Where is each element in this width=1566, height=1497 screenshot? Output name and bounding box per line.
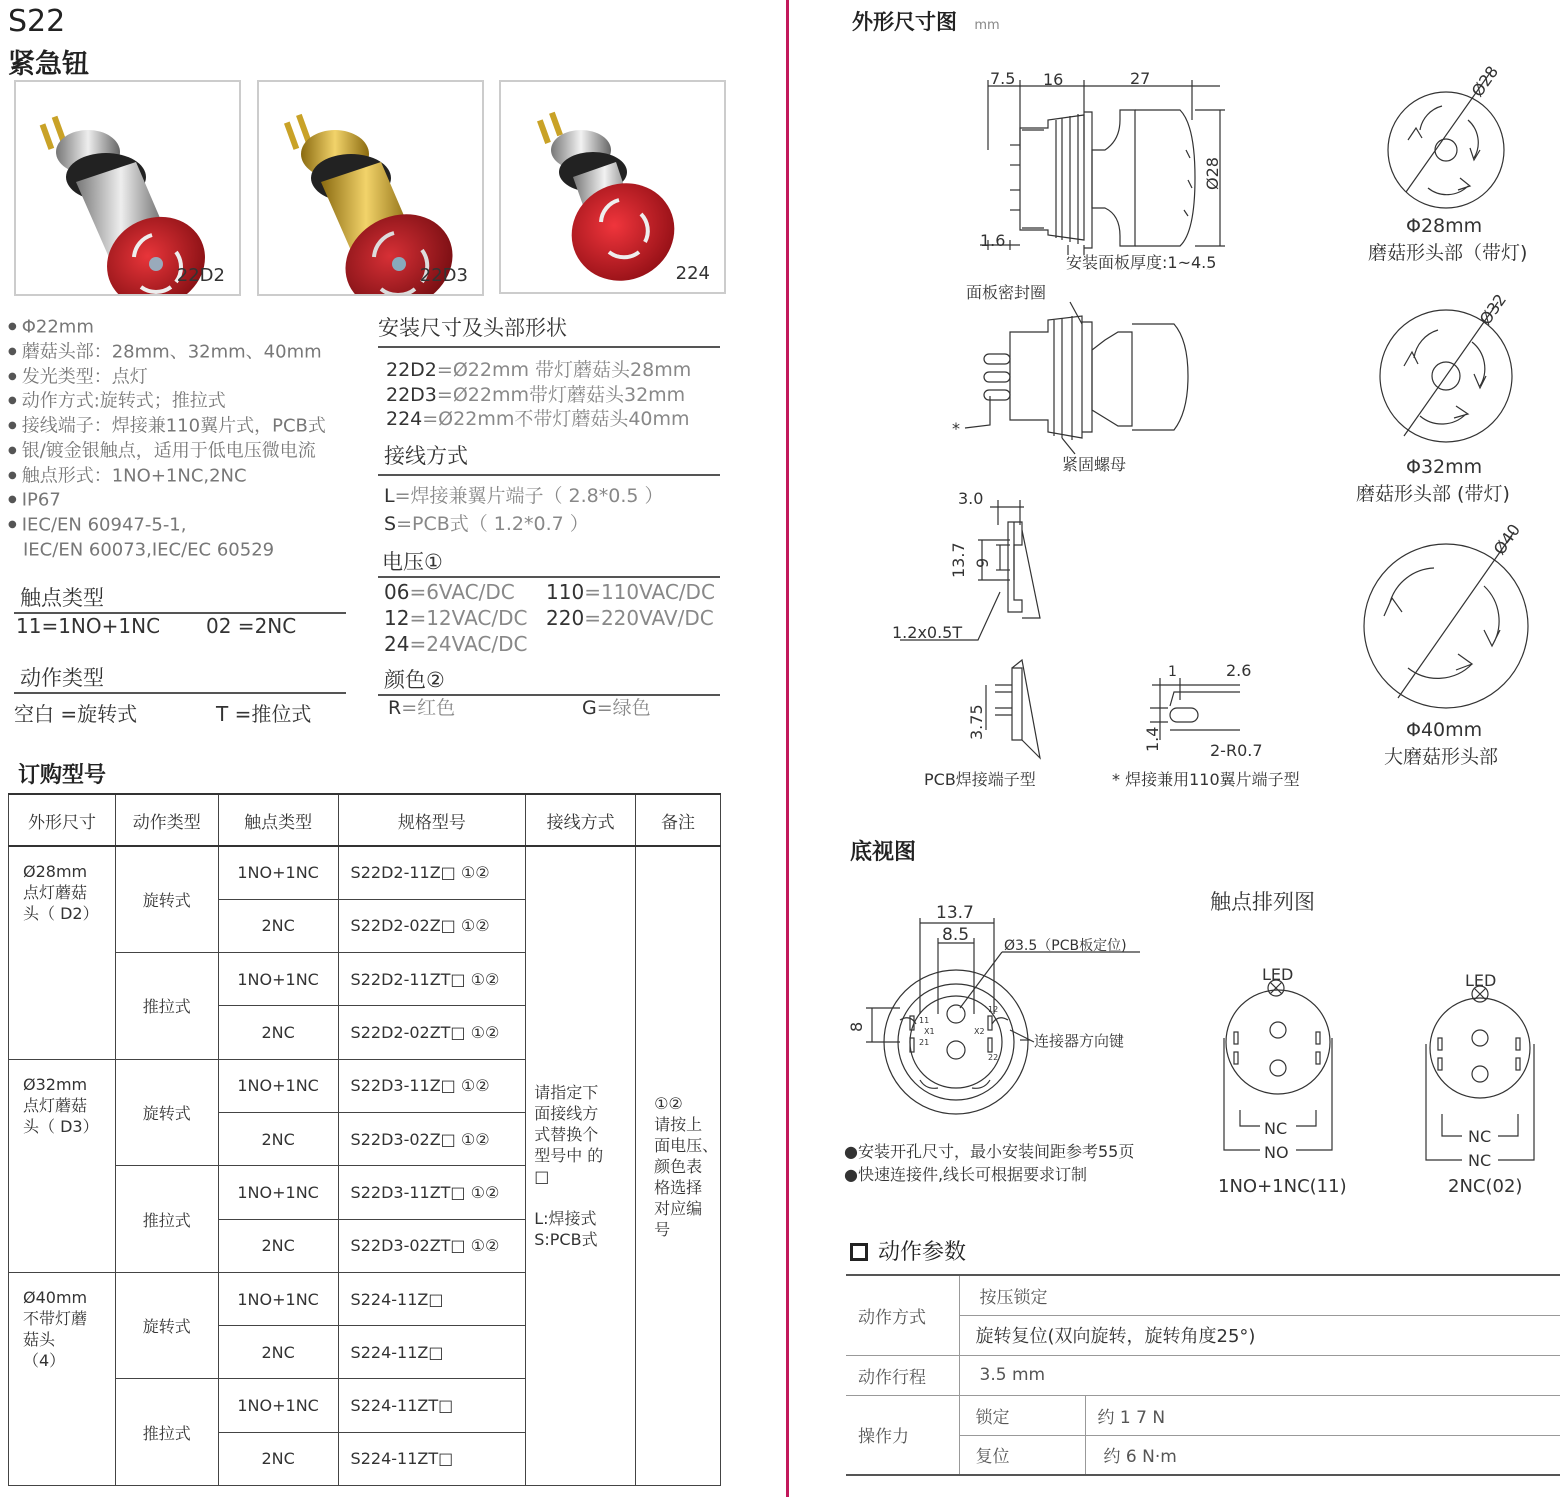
contact-cell: 2NC	[218, 1006, 338, 1059]
key-label: 连接器方向键	[1034, 1032, 1125, 1050]
model-cell: S22D2-02Z□ ①②	[338, 899, 526, 952]
action-cell: 推拉式	[115, 1166, 218, 1273]
dim-label: 13.7	[949, 542, 968, 578]
action-type-option: 空白 =旋转式	[14, 702, 138, 726]
remark-cell: ①② 请按上 面电压、 颜色表 格选择 对应编 号	[636, 846, 721, 1486]
feature-item: ● Φ22mm	[8, 315, 326, 340]
photo-caption: 22D2	[176, 265, 225, 286]
dim-label: 2-R0.7	[1210, 741, 1263, 760]
pin-label: 12	[988, 1005, 999, 1014]
photo-22d2	[14, 80, 241, 296]
pin-label: X2	[974, 1027, 985, 1036]
param-label: 动作方式	[846, 1275, 959, 1355]
dim-label: 3.75	[967, 704, 986, 740]
button-22d3-image	[259, 82, 482, 294]
wiring-line: S=PCB式（ 1.2*0.7 ）	[384, 513, 589, 535]
model-cell: S22D2-11ZT□ ①②	[338, 953, 526, 1006]
contact-cell: 2NC	[218, 1326, 338, 1379]
photo-224	[499, 80, 726, 294]
dim-label: Ø28	[1467, 62, 1503, 101]
wiring-heading: 接线方式	[378, 440, 720, 476]
dim-label: 8.5	[942, 925, 970, 945]
model-cell: S224-11Z□	[338, 1326, 526, 1379]
model-cell: S22D3-02ZT□ ①②	[338, 1219, 526, 1272]
order-heading: 订购型号	[18, 763, 107, 788]
nc-label: NC	[1264, 1119, 1288, 1138]
nc-label: NC	[1468, 1127, 1492, 1146]
install-line: 22D2=Ø22mm 带灯蘑菇头28mm	[386, 359, 692, 381]
dim-label: 1.4	[1143, 726, 1162, 752]
action-type-option: T =推位式	[216, 702, 312, 726]
params-heading: 动作参数	[850, 1235, 966, 1266]
feature-item: ● 蘑菇头部：28mm、32mm、40mm	[8, 340, 326, 365]
led-label: LED	[1262, 965, 1294, 984]
param-sub-label: 锁定	[959, 1395, 1085, 1435]
action-cell: 旋转式	[115, 1272, 218, 1379]
install-heading: 安装尺寸及头部形状	[378, 312, 720, 348]
order-table	[8, 793, 721, 1486]
param-sub-label: 复位	[959, 1435, 1085, 1475]
contact-type-heading: 触点类型	[14, 582, 346, 614]
size-cell: Ø40mm 不带灯蘑 菇头 （4）	[9, 1272, 116, 1485]
dim-label: Ø32	[1475, 290, 1511, 329]
install-line: 224=Ø22mm不带灯蘑菇头40mm	[386, 408, 690, 430]
dim-label: 安装面板厚度:1~4.5	[1066, 253, 1217, 272]
dim-label: 8	[847, 1021, 866, 1032]
photo-caption: 224	[675, 263, 710, 284]
param-value: 约 6 N·m	[1085, 1435, 1560, 1475]
head-size-label: Φ40mm	[1406, 719, 1483, 741]
head-size-label: Φ32mm	[1406, 456, 1483, 478]
contact-cell: 1NO+1NC	[218, 846, 338, 899]
feature-item: ● IP67	[8, 488, 326, 513]
model-cell: S224-11ZT□	[338, 1379, 526, 1432]
contact-cell: 1NO+1NC	[218, 1379, 338, 1432]
dim-label: 1.2x0.5T	[892, 623, 963, 642]
pin-label: 21	[919, 1038, 930, 1047]
dimension-heading: 外形尺寸图 mm	[852, 10, 1000, 34]
photo-22d3	[257, 80, 484, 296]
size-cell: Ø32mm 点灯蘑菇 头（ D3）	[9, 1059, 116, 1272]
contact-cell: 1NO+1NC	[218, 953, 338, 1006]
dim-label: 3.0	[958, 489, 984, 508]
model-cell: S22D3-02Z□ ①②	[338, 1112, 526, 1165]
photo-caption: 22D3	[419, 265, 468, 286]
feature-item: ● 发光类型：点灯	[8, 365, 326, 390]
layout-label: 2NC(02)	[1448, 1176, 1523, 1197]
bottom-note: ●安装开孔尺寸，最小安装间距参考55页	[844, 1142, 1135, 1161]
dim-label: 7.5	[990, 69, 1016, 88]
header-cell: 规格型号	[338, 794, 526, 846]
contact-cell: 1NO+1NC	[218, 1166, 338, 1219]
action-cell: 推拉式	[115, 953, 218, 1060]
page-divider	[786, 0, 789, 1497]
contact-cell: 1NO+1NC	[218, 1059, 338, 1112]
table-row	[9, 846, 721, 899]
voltage-heading: 电压①	[378, 546, 720, 578]
dimension-drawing	[800, 40, 1560, 800]
param-label: 操作力	[846, 1395, 959, 1475]
param-value: 约 1 7 N	[1085, 1395, 1560, 1435]
contact-layout-heading: 触点排列图	[1210, 890, 1315, 914]
model-cell: S22D3-11Z□ ①②	[338, 1059, 526, 1112]
button-224-image	[501, 82, 724, 292]
dim-label: 16	[1043, 70, 1064, 89]
voltage-line: 06=6VAC/DC	[384, 580, 515, 604]
contact-type-option: 11=1NO+1NC	[16, 614, 161, 638]
header-cell: 备注	[636, 794, 721, 846]
header-cell: 动作类型	[115, 794, 218, 846]
head-type-label: 磨菇形头部（带灯)	[1368, 242, 1528, 264]
color-option-green: G=绿色	[582, 697, 651, 719]
head-type-label: 大磨菇形头部	[1384, 746, 1499, 768]
contact-cell: 1NO+1NC	[218, 1272, 338, 1325]
voltage-line: 220=220VAV/DC	[546, 606, 714, 630]
dim-label: 2.6	[1226, 661, 1252, 680]
nut-label: 紧固螺母	[1062, 455, 1127, 474]
button-22d2-image	[16, 82, 239, 294]
feature-item: ● 接线端子：焊接兼110翼片式，PCB式	[8, 414, 326, 439]
star-label: *	[952, 419, 960, 438]
no-label: NO	[1264, 1143, 1289, 1162]
bottom-note: ●快速连接件,线长可根据要求订制	[844, 1165, 1088, 1184]
param-label: 动作行程	[846, 1355, 959, 1395]
contact-cell: 2NC	[218, 899, 338, 952]
install-line: 22D3=Ø22mm带灯蘑菇头32mm	[386, 384, 686, 406]
layout-label: 1NO+1NC(11)	[1218, 1176, 1347, 1197]
wiring-line: L=焊接兼翼片端子（ 2.8*0.5 ）	[384, 485, 664, 507]
header-cell: 接线方式	[526, 794, 636, 846]
voltage-line: 110=110VAC/DC	[546, 580, 715, 604]
order-header-row	[9, 794, 721, 846]
dim-label: 9	[973, 557, 992, 568]
color-heading: 颜色②	[378, 664, 720, 696]
voltage-line: 12=12VAC/DC	[384, 606, 528, 630]
feature-item: ● 动作方式:旋转式；推拉式	[8, 389, 326, 414]
header-cell: 外形尺寸	[9, 794, 116, 846]
product-name: 紧急钮	[8, 49, 89, 80]
pin-label: 22	[988, 1053, 999, 1062]
feature-item: ● 触点形式：1NO+1NC,2NC	[8, 464, 326, 489]
param-value: 按压锁定	[959, 1275, 1560, 1315]
dim-label: Ø40	[1489, 520, 1525, 559]
dim-label: 1	[1168, 664, 1177, 680]
model-cell: S22D3-11ZT□ ①②	[338, 1166, 526, 1219]
dim-label: Ø3.5（PCB板定位)	[1004, 938, 1127, 954]
param-value: 3.5 mm	[959, 1355, 1560, 1395]
action-type-heading: 动作类型	[14, 662, 346, 694]
color-option-red: R=红色	[388, 697, 456, 719]
model-cell: S224-11Z□	[338, 1272, 526, 1325]
contact-cell: 2NC	[218, 1112, 338, 1165]
contact-type-option: 02 =2NC	[206, 614, 297, 638]
wiring-note-cell: 请指定下 面接线方 式替换个 型号中 的 □ L:焊接式 S:PCB式	[526, 846, 636, 1486]
nc-label: NC	[1468, 1151, 1492, 1170]
feature-item: IEC/EN 60073,IEC/EC 60529	[23, 539, 275, 560]
bottom-view-heading: 底视图	[850, 840, 917, 865]
dim-label: 13.7	[936, 903, 974, 923]
model-cell: S224-11ZT□	[338, 1432, 526, 1485]
dim-label: 1.6	[980, 231, 1006, 250]
header-cell: 触点类型	[218, 794, 338, 846]
led-label: LED	[1465, 971, 1497, 990]
checkbox-icon	[850, 1243, 868, 1261]
head-size-label: Φ28mm	[1406, 215, 1483, 237]
action-cell: 推拉式	[115, 1379, 218, 1486]
model-cell: S22D2-11Z□ ①②	[338, 846, 526, 899]
voltage-line: 24=24VAC/DC	[384, 632, 528, 656]
contact-cell: 2NC	[218, 1219, 338, 1272]
dim-label: 27	[1130, 69, 1151, 88]
pcb-type-label: PCB焊接端子型	[924, 770, 1036, 789]
size-cell: Ø28mm 点灯蘑菇 头（ D2）	[9, 846, 116, 1059]
contact-cell: 2NC	[218, 1432, 338, 1485]
pin-label: 11	[919, 1016, 930, 1025]
action-cell: 旋转式	[115, 1059, 218, 1166]
seal-label: 面板密封圈	[966, 283, 1047, 302]
params-table	[846, 1274, 1560, 1476]
feature-item: ● 银/镀金银触点，适用于低电压微电流	[8, 439, 326, 464]
model-cell: S22D2-02ZT□ ①②	[338, 1006, 526, 1059]
dim-label: Ø28	[1203, 157, 1222, 190]
model-title: S22	[8, 4, 66, 39]
feature-item: ● IEC/EN 60947-5-1,	[8, 513, 326, 538]
pin-label: X1	[924, 1027, 935, 1036]
feature-list	[8, 315, 326, 563]
head-type-label: 磨菇形头部 (带灯)	[1356, 483, 1510, 505]
solder-type-label: * 焊接兼用110翼片端子型	[1112, 770, 1300, 789]
action-cell: 旋转式	[115, 846, 218, 953]
param-value: 旋转复位(双向旋转，旋转角度25°)	[959, 1315, 1560, 1355]
